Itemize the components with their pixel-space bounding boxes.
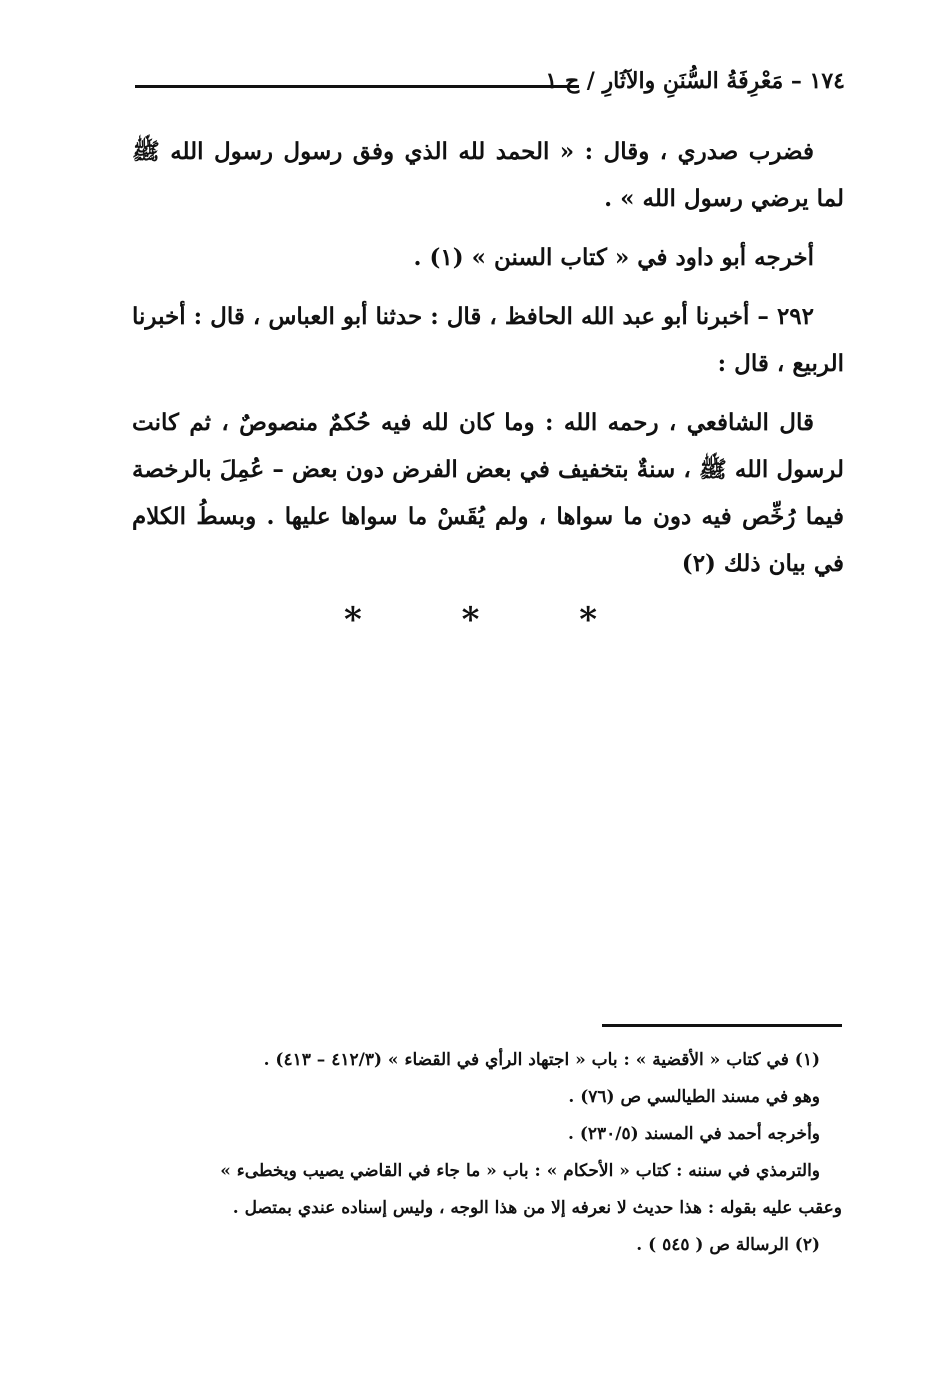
footnote-line: (١) في كتاب « الأقضية » : باب « اجتهاد الرأي في القضاء » (٤١٢/٣ – ٤١٣) . [263, 1050, 820, 1070]
header-rule [135, 85, 579, 88]
footnote-line: وعقب عليه بقوله : هذا حديث لا نعرفه إلا من هذا الوجه ، وليس إسناده عندي بمتصل . [232, 1198, 842, 1218]
paragraph-shafii: قال الشافعي ، رحمه الله : وما كان لله فيه حُكمٌ منصوصٌ ، ثم كانت لرسول الله ﷺ ، سنةٌ بتخفيف في بعض الفرض دون بعض – عُمِلَ بالرخصة فيما رُخِّص فيه دون ما سواها ، ولم يُقَسْ ما سواها عليها . وبسطُ الكلام في بيان ذلك (٢) [132, 409, 844, 577]
page-header [130, 60, 845, 110]
main-text [132, 128, 844, 599]
footnote-line: وأخرجه أحمد في المسند (٢٣٠/٥) . [567, 1124, 820, 1144]
paragraph-hadith-end: فضرب صدري ، وقال : « الحمد لله الذي وفق رسول رسول الله ﷺ لما يرضي رسول الله » . [132, 138, 844, 212]
paragraph-source: أخرجه أبو داود في « كتاب السنن » (١) . [413, 244, 814, 271]
footnote-rule [602, 1024, 842, 1027]
footnote-line: والترمذي في سننه : كتاب « الأحكام » : باب « ما جاء في القاضي يصيب ويخطىء » [220, 1161, 820, 1181]
paragraph-isnad-292: ٢٩٢ – أخبرنا أبو عبد الله الحافظ ، قال : حدثنا أبو العباس ، قال : أخبرنا الربيع ، قال : [132, 303, 844, 377]
section-separator: * * * [343, 600, 641, 640]
footnote-line: وهو في مسند الطيالسي ص (٧٦) . [568, 1087, 820, 1107]
footnote-line: (٢) الرسالة ص ( ٥٤٥ ) . [636, 1235, 820, 1255]
running-title: ١٧٤ – مَعْرِفَةُ السُّنَنِ والآثَارِ / ج ١ [545, 68, 845, 94]
footnotes [132, 1042, 842, 1264]
